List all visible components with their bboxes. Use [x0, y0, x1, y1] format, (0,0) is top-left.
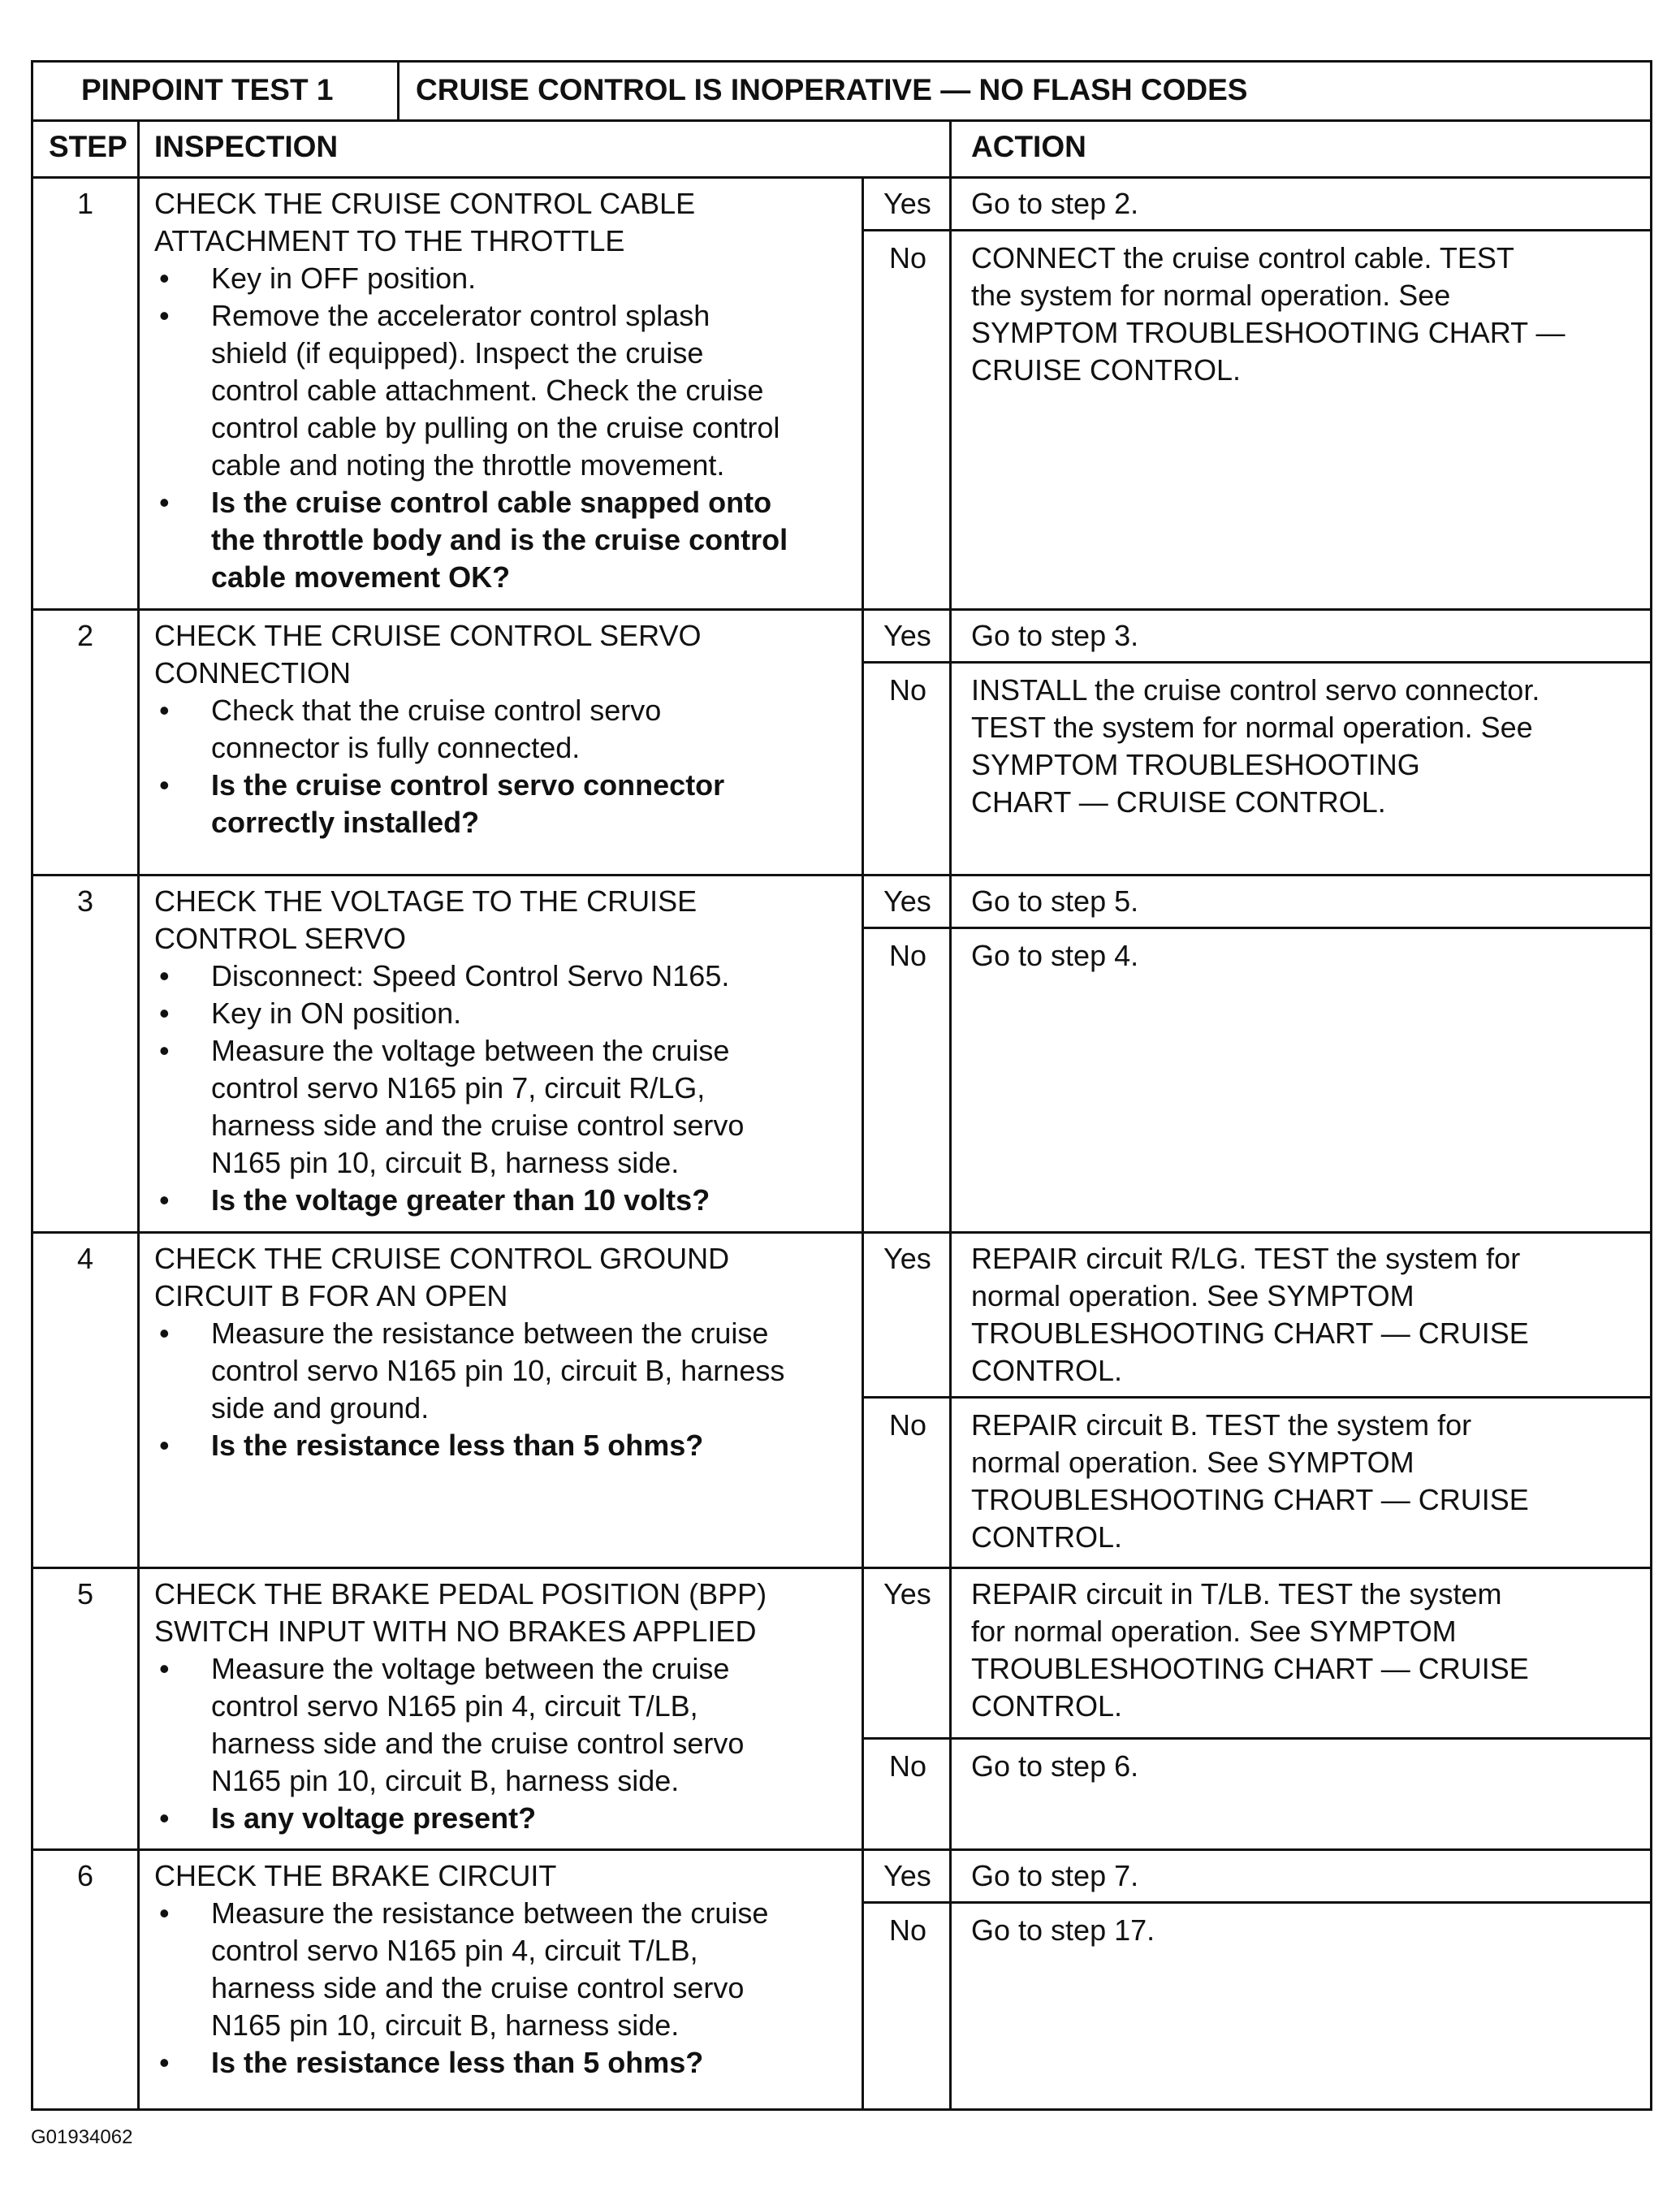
no-action: the system for normal operation. See [971, 279, 1451, 312]
rule-line [862, 609, 864, 875]
step-title: CHECK THE CRUISE CONTROL GROUND [154, 1242, 730, 1275]
rule-line [862, 1567, 864, 1849]
no-action: Go to step 17. [971, 1913, 1155, 1947]
rule-line [862, 661, 1652, 664]
step-number: 4 [77, 1242, 94, 1275]
instruction-text: control servo N165 pin 7, circuit R/LG, [211, 1071, 706, 1105]
step-title: CONNECTION [154, 656, 351, 690]
yes-action: CONTROL. [971, 1354, 1123, 1387]
step-title: CONTROL SERVO [154, 922, 407, 955]
instruction-text: harness side and the cruise control servo [211, 1971, 745, 2004]
instruction-text: harness side and the cruise control servo [211, 1727, 745, 1760]
instruction-text: control servo N165 pin 4, circuit T/LB, [211, 1689, 698, 1723]
yes-action: TROUBLESHOOTING CHART — CRUISE [971, 1316, 1529, 1350]
rule-line [397, 60, 399, 120]
bullet-icon: • [159, 299, 170, 332]
yes-label: Yes [883, 619, 931, 652]
no-action: SYMPTOM TROUBLESHOOTING [971, 748, 1420, 781]
test-title: CRUISE CONTROL IS INOPERATIVE — NO FLASH CODES [416, 73, 1248, 106]
no-action: INSTALL the cruise control servo connector. [971, 673, 1540, 707]
no-action: CRUISE CONTROL. [971, 353, 1242, 387]
bullet-icon: • [159, 1896, 170, 1930]
no-action: Go to step 6. [971, 1749, 1139, 1783]
rule-line [31, 874, 1652, 876]
instruction-text: control cable attachment. Check the cruise [211, 374, 764, 407]
rule-line [862, 1737, 1652, 1740]
step-number: 1 [77, 187, 94, 220]
rule-line [31, 608, 1652, 611]
bullet-icon: • [159, 2046, 170, 2079]
question-text: Is the voltage greater than 10 volts? [211, 1183, 710, 1217]
column-header-action: ACTION [971, 130, 1086, 163]
instruction-text: Key in OFF position. [211, 262, 477, 295]
yes-label: Yes [883, 1242, 931, 1275]
bullet-icon: • [159, 262, 170, 295]
instruction-text: Key in ON position. [211, 997, 462, 1030]
instruction-text: harness side and the cruise control servo [211, 1109, 745, 1142]
yes-label: Yes [883, 884, 931, 918]
no-label: No [889, 241, 927, 275]
rule-line [862, 1396, 1652, 1399]
column-header-inspection: INSPECTION [154, 130, 339, 163]
bullet-icon: • [159, 1316, 170, 1350]
question-text: Is the cruise control servo connector [211, 768, 725, 802]
step-number: 2 [77, 619, 94, 652]
figure-code: G01934062 [31, 2126, 133, 2148]
step-number: 6 [77, 1859, 94, 1892]
rule-line [862, 1901, 1652, 1904]
rule-line [31, 119, 1652, 122]
bullet-icon: • [159, 486, 170, 519]
instruction-text: Measure the voltage between the cruise [211, 1034, 730, 1067]
instruction-text: cable and noting the throttle movement. [211, 448, 725, 482]
yes-label: Yes [883, 1577, 931, 1610]
instruction-text: control servo N165 pin 4, circuit T/LB, [211, 1934, 698, 1967]
no-label: No [889, 1913, 927, 1947]
no-action: TROUBLESHOOTING CHART — CRUISE [971, 1483, 1529, 1516]
step-title: CHECK THE VOLTAGE TO THE CRUISE [154, 884, 697, 918]
test-label: PINPOINT TEST 1 [81, 73, 334, 106]
no-action: CHART — CRUISE CONTROL. [971, 785, 1386, 819]
instruction-text: Measure the voltage between the cruise [211, 1652, 730, 1685]
yes-action: Go to step 5. [971, 884, 1139, 918]
yes-action: REPAIR circuit R/LG. TEST the system for [971, 1242, 1521, 1275]
rule-line [137, 120, 140, 2111]
bullet-icon: • [159, 959, 170, 992]
question-text: Is the resistance less than 5 ohms? [211, 1429, 704, 1462]
instruction-text: Measure the resistance between the cruise [211, 1316, 769, 1350]
instruction-text: Check that the cruise control servo [211, 694, 662, 727]
question-text: Is the resistance less than 5 ohms? [211, 2046, 704, 2079]
bullet-icon: • [159, 1183, 170, 1217]
bullet-icon: • [159, 997, 170, 1030]
no-action: TEST the system for normal operation. See [971, 711, 1533, 744]
rule-line [862, 177, 864, 609]
rule-line [862, 927, 1652, 929]
no-action: REPAIR circuit B. TEST the system for [971, 1408, 1472, 1442]
instruction-text: Measure the resistance between the cruise [211, 1896, 769, 1930]
question-text: correctly installed? [211, 806, 480, 839]
step-number: 5 [77, 1577, 94, 1610]
no-action: CONNECT the cruise control cable. TEST [971, 241, 1514, 275]
instruction-text: connector is fully connected. [211, 731, 581, 764]
no-label: No [889, 939, 927, 972]
step-title: CIRCUIT B FOR AN OPEN [154, 1279, 508, 1312]
rule-line [31, 1848, 1652, 1851]
rule-line [862, 229, 1652, 231]
instruction-text: control cable by pulling on the cruise control [211, 411, 780, 444]
yes-action: Go to step 3. [971, 619, 1139, 652]
yes-action: Go to step 2. [971, 187, 1139, 220]
yes-action: CONTROL. [971, 1689, 1123, 1723]
yes-action: Go to step 7. [971, 1859, 1139, 1892]
yes-label: Yes [883, 1859, 931, 1892]
yes-action: TROUBLESHOOTING CHART — CRUISE [971, 1652, 1529, 1685]
no-action: SYMPTOM TROUBLESHOOTING CHART — [971, 316, 1566, 349]
step-title: CHECK THE CRUISE CONTROL CABLE [154, 187, 696, 220]
rule-line [31, 1567, 1652, 1569]
rule-line [862, 1849, 864, 2111]
rule-line [31, 176, 1652, 179]
instruction-text: N165 pin 10, circuit B, harness side. [211, 1764, 680, 1797]
no-action: CONTROL. [971, 1520, 1123, 1554]
instruction-text: Disconnect: Speed Control Servo N165. [211, 959, 730, 992]
yes-action: REPAIR circuit in T/LB. TEST the system [971, 1577, 1502, 1610]
no-label: No [889, 1749, 927, 1783]
step-number: 3 [77, 884, 94, 918]
bullet-icon: • [159, 1429, 170, 1462]
bullet-icon: • [159, 694, 170, 727]
no-action: normal operation. See SYMPTOM [971, 1446, 1414, 1479]
column-header-step: STEP [49, 130, 127, 163]
yes-label: Yes [883, 187, 931, 220]
question-text: the throttle body and is the cruise control [211, 523, 788, 556]
step-title: SWITCH INPUT WITH NO BRAKES APPLIED [154, 1615, 757, 1648]
instruction-text: shield (if equipped). Inspect the cruise [211, 336, 704, 370]
question-text: Is the cruise control cable snapped onto [211, 486, 772, 519]
instruction-text: Remove the accelerator control splash [211, 299, 710, 332]
instruction-text: N165 pin 10, circuit B, harness side. [211, 2008, 680, 2042]
step-title: CHECK THE BRAKE CIRCUIT [154, 1859, 557, 1892]
bullet-icon: • [159, 768, 170, 802]
step-title: ATTACHMENT TO THE THROTTLE [154, 224, 625, 257]
question-text: cable movement OK? [211, 560, 511, 594]
bullet-icon: • [159, 1801, 170, 1835]
step-title: CHECK THE CRUISE CONTROL SERVO [154, 619, 702, 652]
no-action: Go to step 4. [971, 939, 1139, 972]
yes-action: for normal operation. See SYMPTOM [971, 1615, 1457, 1648]
step-title: CHECK THE BRAKE PEDAL POSITION (BPP) [154, 1577, 767, 1610]
instruction-text: N165 pin 10, circuit B, harness side. [211, 1146, 680, 1179]
instruction-text: side and ground. [211, 1391, 430, 1425]
instruction-text: control servo N165 pin 10, circuit B, harness [211, 1354, 785, 1387]
no-label: No [889, 1408, 927, 1442]
no-label: No [889, 673, 927, 707]
rule-line [949, 120, 952, 2111]
bullet-icon: • [159, 1652, 170, 1685]
bullet-icon: • [159, 1034, 170, 1067]
yes-action: normal operation. See SYMPTOM [971, 1279, 1414, 1312]
rule-line [31, 1231, 1652, 1234]
question-text: Is any voltage present? [211, 1801, 537, 1835]
rule-line [862, 1232, 864, 1567]
